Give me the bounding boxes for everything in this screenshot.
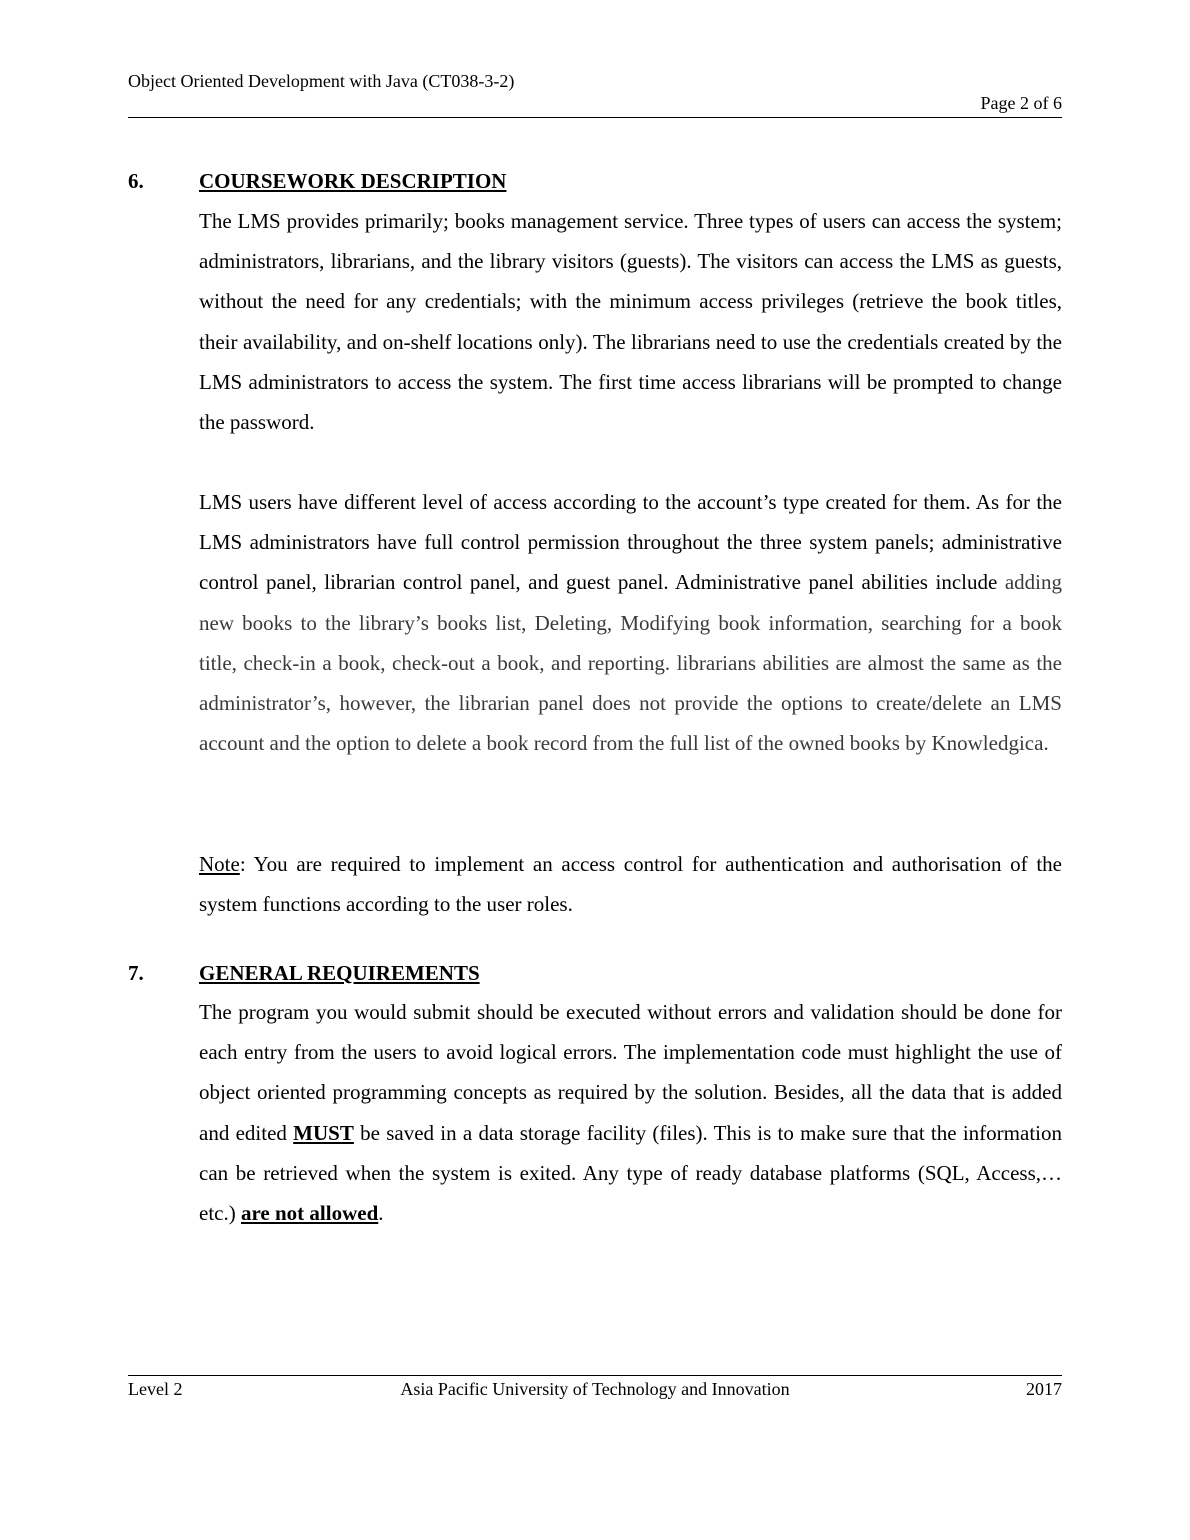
section-number: 6.: [128, 169, 144, 193]
header-divider: [128, 117, 1062, 118]
section-heading: GENERAL REQUIREMENTS: [199, 961, 480, 985]
section-heading: COURSEWORK DESCRIPTION: [199, 169, 507, 193]
note-label: Note: [199, 852, 240, 876]
access-levels-text: LMS users have different level of access according to the account’s type created for them. As for the LMS administrators have full control permission throughout the three system panels; administrative control panel, librarian control panel, and guest panel. Administrative panel abilities include: [199, 490, 1062, 595]
header-page-number: Page 2 of 6: [980, 93, 1062, 113]
section-number: 7.: [128, 961, 144, 985]
footer-university: Asia Pacific University of Technology and Innovation: [400, 1379, 790, 1399]
paragraph-access-levels: [199, 482, 1062, 763]
paragraph-lms-overview: The LMS provides primarily; books management service. Three types of users can access the system; administrators, librarians, and the library visitors (guests). The visitors can access the LMS as guests, without the need for any credentials; with the minimum access privileges (retrieve the book titles, their availability, and on-shelf locations only). The librarians need to use the credentials created by the LMS administrators to access the system. The first time access librarians will be prompted to change the password.: [199, 209, 1062, 435]
paragraph-requirements: [199, 992, 1062, 1233]
not-allowed-emphasis: are not allowed: [240, 1201, 379, 1226]
header-course-title: Object Oriented Development with Java (CT038-3-2): [128, 71, 515, 91]
footer-year: 2017: [1026, 1379, 1062, 1399]
requirements-text-continued: be saved in a data storage facility (files). This is to make sure that the information can be retrieved when the system is exited. Any type of ready database platforms (SQL, Access,…etc.): [199, 1120, 1062, 1226]
requirements-text: The program you would submit should be executed without errors and validation should be done for each entry from the users to avoid logical errors. The implementation code must highlight the use of object oriented programming concepts as required by the solution. Besides, all the data that is added and edited: [199, 1000, 1062, 1145]
footer-level: Level 2: [128, 1379, 183, 1399]
footer-divider: [128, 1375, 1062, 1376]
note-text: : You are required to implement an access control for authentication and authorisation of the system functions according to the user roles.: [199, 852, 1062, 917]
must-emphasis: MUST: [293, 1120, 354, 1145]
admin-abilities-text: adding new books to the library’s books list, Deleting, Modifying book information, searching for a book title, check-in a book, check-out a book, and reporting. librarians abilities are almost the same as the administrator’s, however, the librarian panel does not provide the options to create/delete an LMS account and the option to delete a book record from the full list of the owned books by Knowledgica.: [199, 570, 1062, 756]
requirements-end: .: [378, 1201, 384, 1226]
paragraph-note: [199, 844, 1062, 924]
